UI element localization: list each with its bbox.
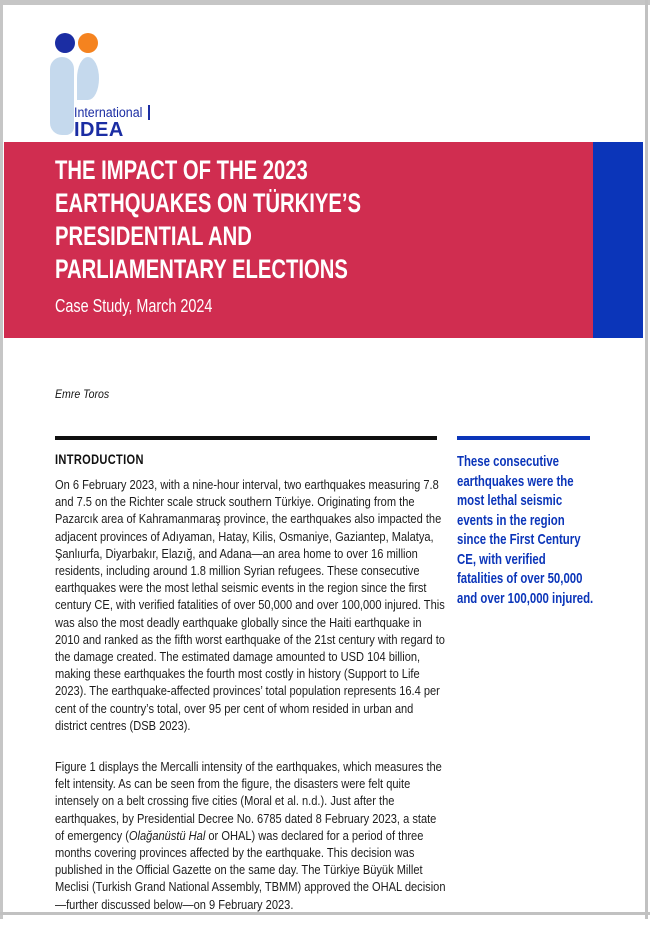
logo-dot-blue-icon xyxy=(55,33,75,53)
author-name: Emre Toros xyxy=(55,387,110,401)
title-banner xyxy=(4,142,593,338)
pull-quote xyxy=(457,436,637,608)
logo-figure-right-icon xyxy=(77,57,99,100)
pull-quote-text: These consecutive earthquakes were the most lethal seismic events in the region since the First Century CE, with verified fatalities of over 50,000 and over 100,000 injured. xyxy=(457,453,594,607)
page-edge-right xyxy=(645,0,648,919)
intro-paragraph-2-text-cont: or OHAL) was declared for a period of three months covering provinces affected by the earthquake. This decision was published in the Official Gazette on the same day. The Türkiye Büyük Millet Meclisi (Turkish Grand National Assembly, TBMM) approved the OHAL decision—further discussed below—on 9 February 2023. xyxy=(55,828,446,912)
intro-paragraph-1: On 6 February 2023, with a nine-hour interval, two earthquakes measuring 7.8 and 7.5 on the Richter scale struck southern Türkiye. Originating from the Pazarcık area of Kahramanmaraş province, the earthquakes also impacted the adjacent provinces of Adıyaman, Hatay, Kilis, Osmaniye, Gaziantep, Malatya, Şanlıurfa, Diyarbakır, Elazığ, and Adana—an area home to over 16 million residents, including around 1.8 million Syrian refugees. These consecutive earthquakes were the most lethal seismic events in the region since the first century CE, with verified fatalities of over 50,000 and over 100,000 injured. This was also the most deadly earthquake globally since the Haiti earthquake in 2010 and ranked as the fifth worst earthquake of the 21st century with regard to the damage created. The estimated damage amounted to USD 104 billion, making these earthquakes the fourth most costly in history (Support to Life 2023). The earthquake-affected provinces’ total population represents 16.4 per cent of the country’s total, over 95 per cent of whom resided in urban and district centres (DSB 2023). xyxy=(55,478,445,733)
intro-paragraph-2-italic: Olağanüstü Hal xyxy=(128,828,206,843)
page-edge-left xyxy=(0,0,3,919)
introduction-body xyxy=(55,477,447,938)
logo-cursor-bar xyxy=(148,105,150,120)
report-subtitle: Case Study, March 2024 xyxy=(55,296,213,316)
report-title: THE IMPACT OF THE 2023 EARTHQUAKES ON TÜRKIYE’S PRESIDENTIAL AND PARLIAMENTARY ELECTIONS xyxy=(55,155,362,284)
logo-dot-orange-icon xyxy=(78,33,98,53)
intro-paragraph-2-text: Figure 1 displays the Mercalli intensity of the earthquakes, which measures the felt intensity. As can be seen from the figure, the disasters were felt quite intensely on a belt crossing five cities (Moral et al. n.d.). Just after the earthquakes, by Presidential Decree No. 6785 dated 8 February 2023, a state of emergency ( xyxy=(55,760,442,843)
section-rule xyxy=(55,436,437,440)
banner-accent-bar xyxy=(593,142,643,338)
section-heading: INTRODUCTION xyxy=(55,452,144,467)
logo-text-international: International xyxy=(74,105,143,120)
logo-figure-left-icon xyxy=(50,57,74,135)
international-idea-logo xyxy=(50,33,170,143)
pull-quote-rule xyxy=(457,436,590,440)
logo-text-idea: IDEA xyxy=(74,119,124,141)
intro-paragraph-2 xyxy=(55,759,447,914)
page-edge-top xyxy=(0,0,650,5)
